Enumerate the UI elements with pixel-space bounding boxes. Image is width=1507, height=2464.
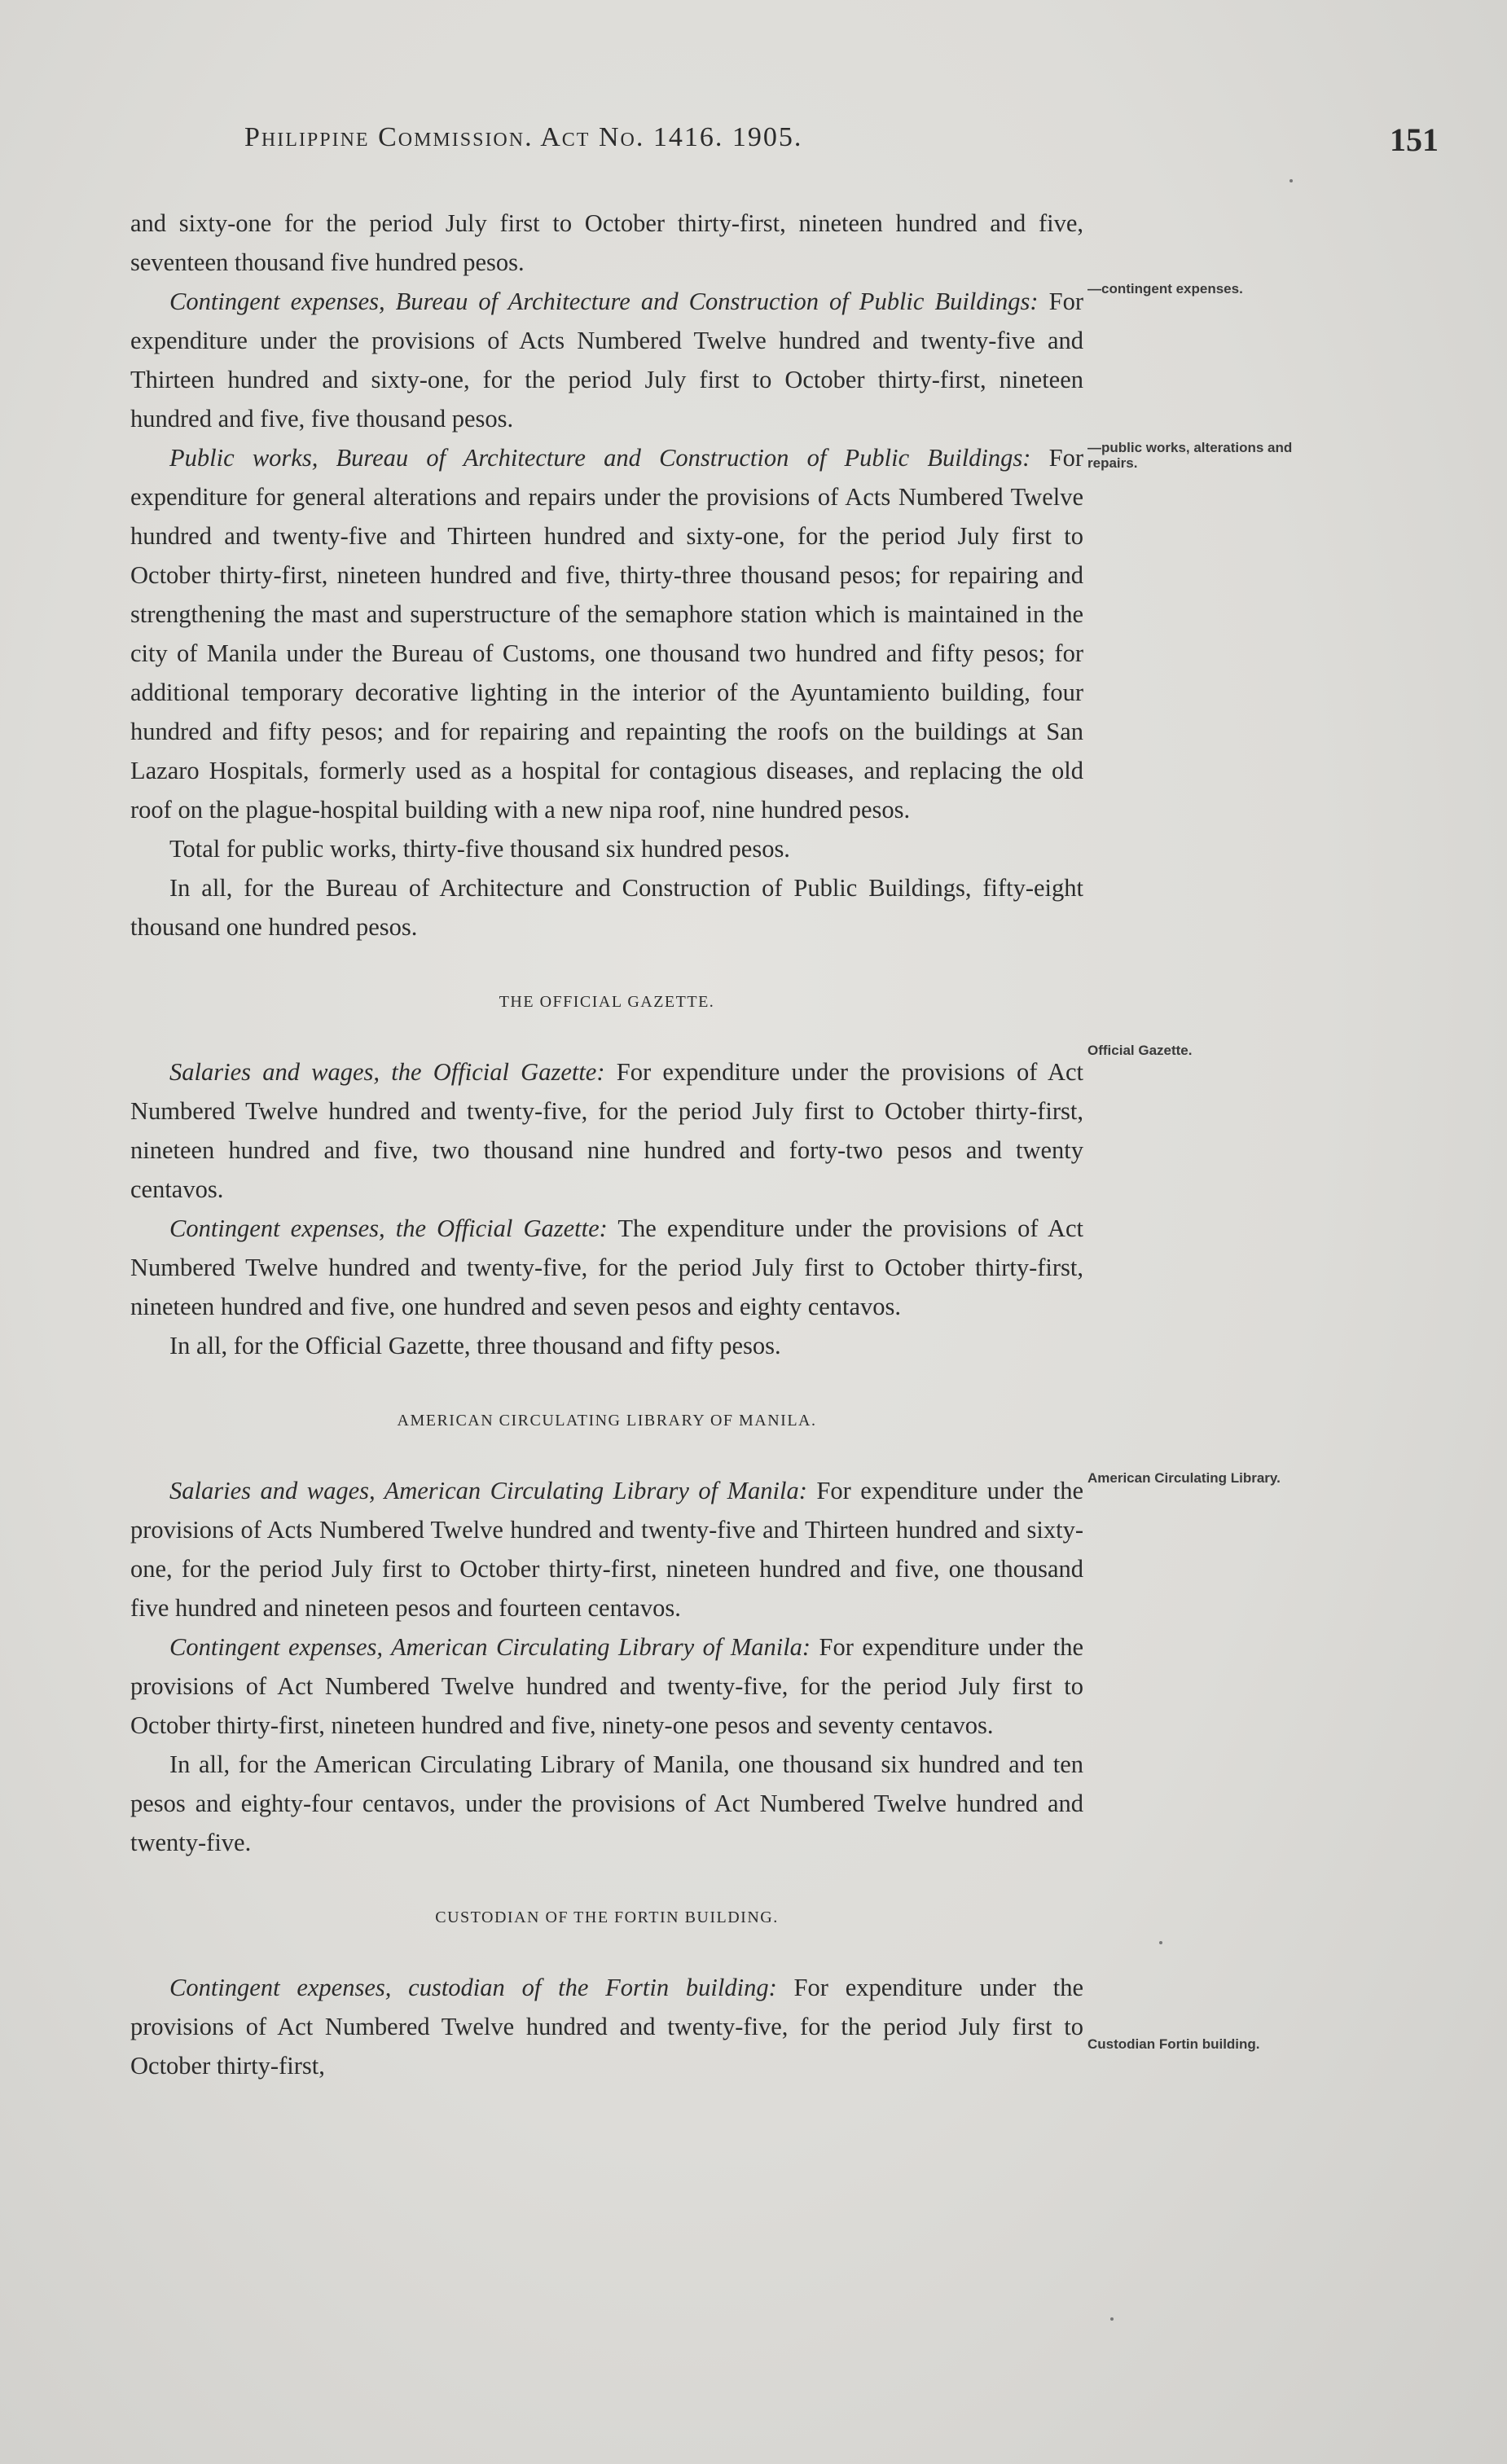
paragraph-fortin-contingent: [130, 1968, 1083, 2085]
margin-note-library: American Circulating Library.: [1087, 1470, 1281, 1486]
item-title: Contingent expenses, the Official Gazette:: [169, 1214, 608, 1242]
paragraph-in-all-architecture: In all, for the Bureau of Architecture and Construction of Public Buildings, fifty-eight thousand one hundred pesos.: [130, 874, 1083, 941]
section-heading-gazette: THE OFFICIAL GAZETTE.: [499, 993, 715, 1011]
item-title: Contingent expenses, custodian of the Fortin building:: [169, 1974, 777, 2001]
paragraph-library-salaries: [130, 1471, 1083, 1627]
item-text: For expenditure for general alterations and repairs under the provisions of Acts Numbered Twelve hundred and twenty-five and Thirteen hundred and sixty-one, for the period July first to October thirty-first, nineteen hundred and five, thirty-three thousand pesos; for repairing and strengthening the mast and superstructure of the semaphore station which is maintained in the city of Manila under the Bureau of Customs, one thousand two hundred and fifty pesos; for additional temporary decorative lighting in the interior of the Ayuntamiento building, four hundred and fifty pesos; and for repairing and repainting the roofs on the buildings at San Lazaro Hospitals, formerly used as a hospital for contagious diseases, and replacing the old roof on the plague-hospital building with a new nipa roof, nine hundred pesos.: [130, 444, 1083, 824]
page-number: 151: [1390, 121, 1439, 158]
paragraph-continuation: and sixty-one for the period July first to October thirty-first, nineteen hundred and five, seventeen thousand five hundred pesos.: [130, 209, 1083, 276]
scan-speck: [1110, 2317, 1114, 2321]
item-title: Public works, Bureau of Architecture and Construction of Public Buildings:: [169, 444, 1031, 472]
item-text: For expenditure under the provisions of Act Numbered Twelve hundred and twenty-five, for the period July first to October thirty-first,: [130, 1974, 1083, 2080]
paragraph-public-works: [130, 438, 1083, 829]
item-title: Salaries and wages, American Circulating Library of Manila:: [169, 1477, 807, 1504]
body-text: [130, 204, 1083, 2085]
scan-speck: [1290, 179, 1293, 182]
item-title: Contingent expenses, Bureau of Architecture and Construction of Public Buildings:: [169, 288, 1039, 315]
margin-note-gazette: Official Gazette.: [1087, 1043, 1193, 1058]
page-header: [0, 122, 1507, 171]
paragraph-contingent-architecture: [130, 282, 1083, 438]
item-text: For expenditure under the provisions of Acts Numbered Twelve hundred and twenty-five and Thirteen hundred and sixty-one, for the period July first to October thirty-first, nineteen hundred and five, five thousand pesos.: [130, 288, 1084, 433]
paragraph-total-public-works: Total for public works, thirty-five thousand six hundred pesos.: [169, 835, 790, 863]
item-title: Salaries and wages, the Official Gazette:: [169, 1058, 605, 1086]
scan-speck: [1159, 1941, 1162, 1944]
item-title: Contingent expenses, American Circulating Library of Manila:: [169, 1633, 811, 1661]
running-head: Philippine Commission. Act No. 1416. 1905.: [244, 122, 803, 152]
section-heading-library: AMERICAN CIRCULATING LIBRARY OF MANILA.: [397, 1412, 817, 1430]
item-text: For expenditure under the provisions of Act Numbered Twelve hundred and twenty-five, for the period July first to October thirty-first, nineteen hundred and five, ninety-one pesos and seventy centavos.: [130, 1633, 1083, 1739]
paragraph-gazette-salaries: [130, 1052, 1083, 1209]
margin-note-public-works: —public works, alterations and repairs.: [1087, 440, 1293, 471]
item-text: The expenditure under the provisions of Act Numbered Twelve hundred and twenty-five, for the period July first to October thirty-first, nineteen hundred and five, one hundred and seven pesos and eighty centavos.: [130, 1214, 1083, 1320]
margin-note-fortin: Custodian Fortin building.: [1087, 2036, 1260, 2052]
item-text: For expenditure under the provisions of Acts Numbered Twelve hundred and twenty-five and Thirteen hundred and sixty-one, for the period July first to October thirty-first, nineteen hundred and five, one thousand five hundred and nineteen pesos and fourteen centavos.: [130, 1477, 1083, 1622]
section-heading-fortin: CUSTODIAN OF THE FORTIN BUILDING.: [435, 1908, 779, 1926]
paragraph-gazette-contingent: [130, 1209, 1083, 1326]
paragraph-library-contingent: [130, 1627, 1083, 1745]
margin-note-contingent: —contingent expenses.: [1087, 281, 1243, 296]
item-text: For expenditure under the provisions of Act Numbered Twelve hundred and twenty-five, for the period July first to October thirty-first, nineteen hundred and five, two thousand nine hundred and forty-two pesos and twenty centavos.: [130, 1058, 1083, 1203]
paragraph-library-in-all: In all, for the American Circulating Library of Manila, one thousand six hundred and ten pesos and eighty-four centavos, under the provisions of Act Numbered Twelve hundred and twenty-five.: [130, 1750, 1083, 1856]
paragraph-gazette-in-all: In all, for the Official Gazette, three thousand and fifty pesos.: [169, 1332, 781, 1359]
